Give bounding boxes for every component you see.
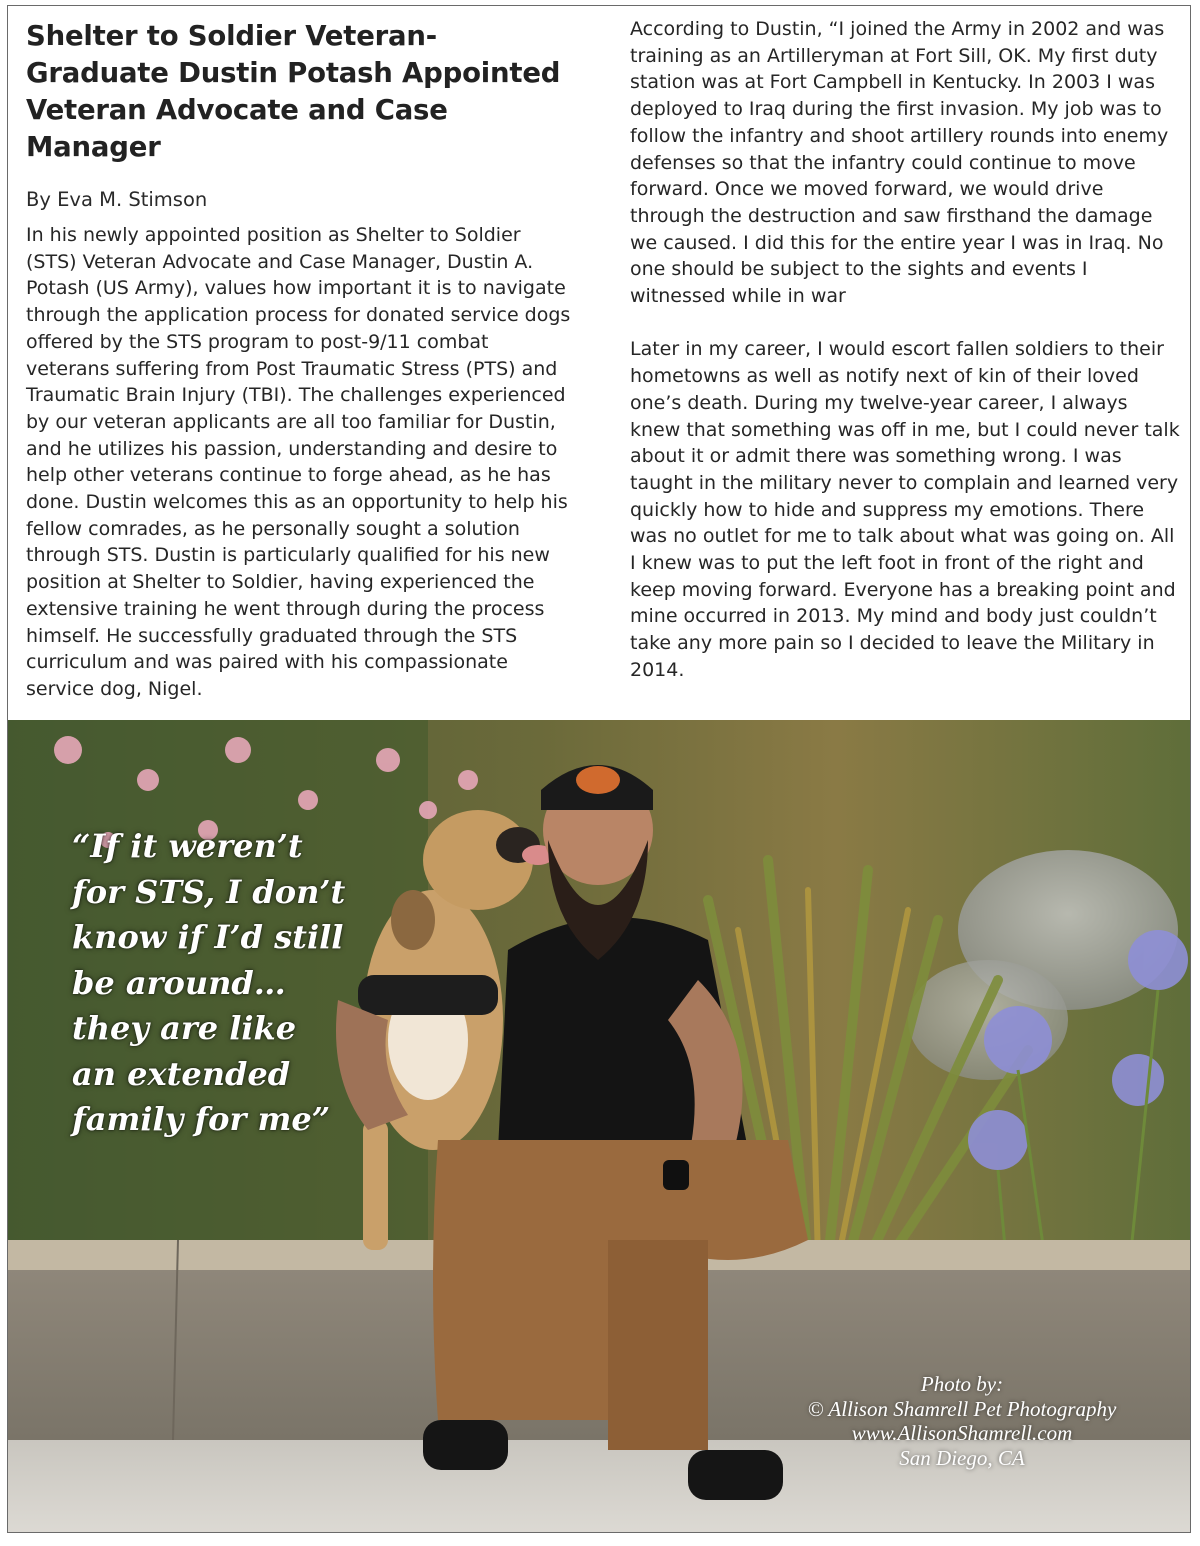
quote-line: they are like [72,1009,297,1047]
right-column [630,16,1182,710]
credit-line: Photo by: [920,1372,1004,1396]
article-title: Shelter to Soldier Veteran-Graduate Dustin Potash Appointed Veteran Advocate and Case Manager [26,20,561,163]
magazine-page [7,5,1191,1533]
right-paragraph-1: According to Dustin, “I joined the Army in 2002 and was training as an Artilleryman at Fort Sill, OK. My first duty station was at Fort Campbell in Kentucky. In 2003 I was deployed to Iraq during the first invasion. My job was to follow the infantry and shoot artillery rounds into enemy defenses so that the infantry could continue to move forward. Once we moved forward, we would drive through the destruction and saw firsthand the damage we caused. I did this for the entire year I was in Iraq. No one should be subject to the sights and events I witnessed while in war [630,18,1169,308]
left-column [26,18,574,703]
article-byline: By Eva M. Stimson [26,188,208,211]
quote-line: an extended [72,1054,291,1093]
veteran-photo [8,720,1190,1532]
photo-credit [772,1372,1152,1470]
quote-line: for STS, I don’t [72,872,346,911]
article-text-area [8,6,1190,720]
quote-line: know if I’d still [72,918,344,956]
pull-quote [72,824,402,1143]
quote-line: be around… [72,963,286,1002]
right-paragraph-2: Later in my career, I would escort fallen soldiers to their hometowns as well as notify next of kin of their loved one’s death. During my twelve-year career, I always knew that something was off in me, but I could never talk about it or admit there was something wrong. I was taught in the military never to complain and learned very quickly how to hide and suppress my emotions. There was no outlet for me to talk about what was going on. All I knew was to put the left foot in front of the right and keep moving forward. Everyone has a breaking point and mine occurred in 2013. My mind and body just couldn’t take any more pain so I decided to leave the Military in 2014. [630,338,1180,681]
credit-website: www.AllisonShamrell.com [851,1421,1073,1445]
credit-line: © Allison Shamrell Pet Photography [807,1396,1117,1421]
quote-line: family for me” [72,1100,331,1138]
quote-line: “If it weren’t [72,827,303,865]
credit-line: San Diego, CA [899,1445,1025,1470]
left-paragraph: In his newly appointed position as Shelter to Soldier (STS) Veteran Advocate and Case Manager, Dustin A. Potash (US Army), values how important it is to navigate through the application process for donated service dogs offered by the STS program to post-9/11 combat veterans suffering from Post Traumatic Stress (PTS) and Traumatic Brain Injury (TBI). The challenges experienced by our veteran applicants are all too familiar for Dustin, and he utilizes his passion, understanding and desire to help other veterans continue to forge ahead, as he has done. Dustin welcomes this as an opportunity to help his fellow comrades, as he personally sought a solution through STS. Dustin is particularly qualified for his new position at Shelter to Soldier, having experienced the extensive training he went through during the process himself. He successfully graduated through the STS curriculum and was paired with his compassionate service dog, Nigel. [26,224,571,700]
